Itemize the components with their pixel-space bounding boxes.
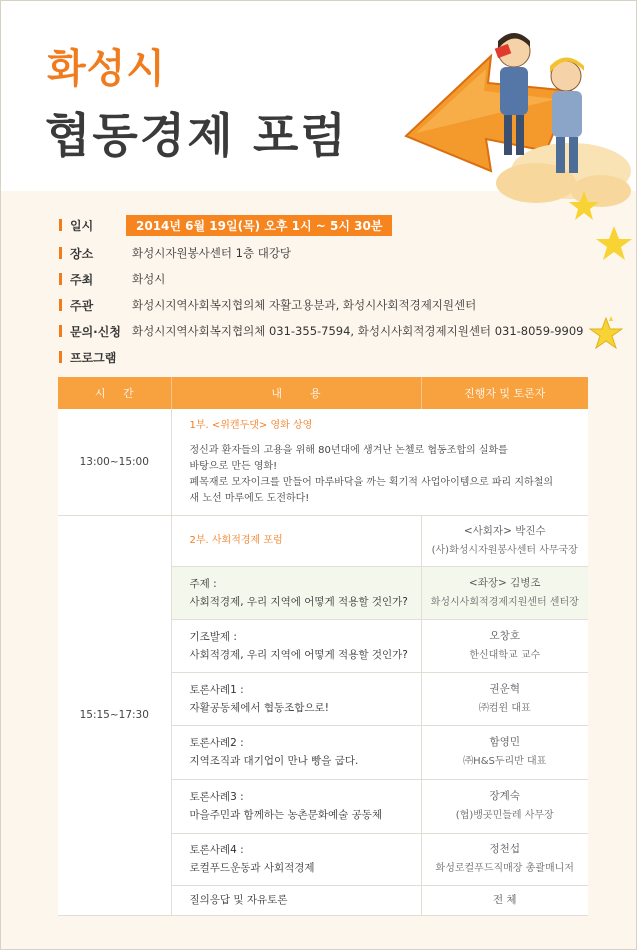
session1-title: 1부. <위캔두댓> 영화 상영: [189, 419, 313, 431]
program-table: [58, 377, 588, 916]
col-header-time: 시 간: [58, 377, 171, 409]
col-header-speakers: 진행자 및 토론자: [421, 377, 588, 409]
session2-title-cell: [171, 515, 421, 566]
table-row: [58, 515, 588, 566]
person-left-body: [500, 67, 528, 115]
info-host: 주최 화성시: [59, 269, 165, 289]
star-icon: [589, 317, 623, 349]
title-forum: 협동경제 포럼: [45, 109, 348, 164]
table-row: [58, 409, 588, 515]
session2-title: 2부. 사회적경제 포럼: [189, 535, 283, 546]
session1-description: 정신과 환자들의 고용을 위해 80년대에 생겨난 논첼로 협동조합의 실화를 바탕으로 만든 영화! 폐목재로 모자이크를 만들어 마루바닥을 까는 획기적 사업아이템으로 파리 지하철의 새 노선 마루에도 도전하다!: [189, 444, 554, 504]
cartoon-illustration: [396, 21, 636, 321]
all-cell: 전 체: [421, 885, 588, 915]
date-highlight: 2014년 6월 19일(목) 오후 1시 ~ 5시 30분: [126, 215, 392, 236]
table-row: 토론사례2 : 지역조직과 대기업이 만나 빵을 굽다. 함영민 ㈜H&S두리반 대표: [58, 725, 588, 779]
table-row: 토론사례4 : 로컬푸드운동과 사회적경제 정천섭 화성로컬푸드직매장 총괄매니저: [58, 833, 588, 885]
table-header-row: [58, 377, 588, 409]
title-city: 화성시: [47, 46, 166, 92]
moderator-cell: <사회자> 박진수 (사)화성시자원봉사센터 사무국장: [421, 515, 588, 566]
bullet-bar: [59, 325, 62, 337]
bullet-bar: [59, 299, 62, 311]
person-right-body: [552, 91, 582, 137]
session2-time: 15:15~17:30: [58, 515, 171, 915]
table-row: 주제 : 사회적경제, 우리 지역에 어떻게 적용할 것인가? <좌장> 김병조 화성시사회적경제지원센터 센터장: [58, 566, 588, 619]
info-program: 프로그램: [59, 347, 132, 367]
bullet-bar: [59, 351, 62, 363]
info-venue: 장소 화성시자원봉사센터 1층 대강당: [59, 243, 291, 263]
session1-time: 13:00~15:00: [58, 409, 171, 515]
bullet-bar: [59, 247, 62, 259]
info-contact: 문의·신청 화성시지역사회복지협의체 031-355-7594, 화성시사회적경제지원센터 031-8059-9909: [59, 321, 583, 341]
table-row: 토론사례1 : 자활공동체에서 협동조합으로! 권운혁 ㈜컴윈 대표: [58, 672, 588, 725]
session1-content: [171, 409, 588, 515]
qa-cell: 질의응답 및 자유토론: [171, 885, 421, 915]
bullet-bar: [59, 219, 62, 231]
star-icon: [596, 226, 632, 260]
table-row: 기조발제 : 사회적경제, 우리 지역에 어떻게 적용할 것인가? 오창호 한신대학교 교수: [58, 619, 588, 672]
table-row: 토론사례3 : 마을주민과 함께하는 농촌문화예술 공동체 장계숙 (협)뱅곳민들레 사무장: [58, 779, 588, 833]
info-organizer: 주관 화성시지역사회복지협의체 자활고용분과, 화성시사회적경제지원센터: [59, 295, 476, 315]
col-header-content: 내 용: [171, 377, 421, 409]
info-date: 일시 2014년 6월 19일(목) 오후 1시 ~ 5시 30분: [59, 215, 392, 235]
bullet-bar: [59, 273, 62, 285]
